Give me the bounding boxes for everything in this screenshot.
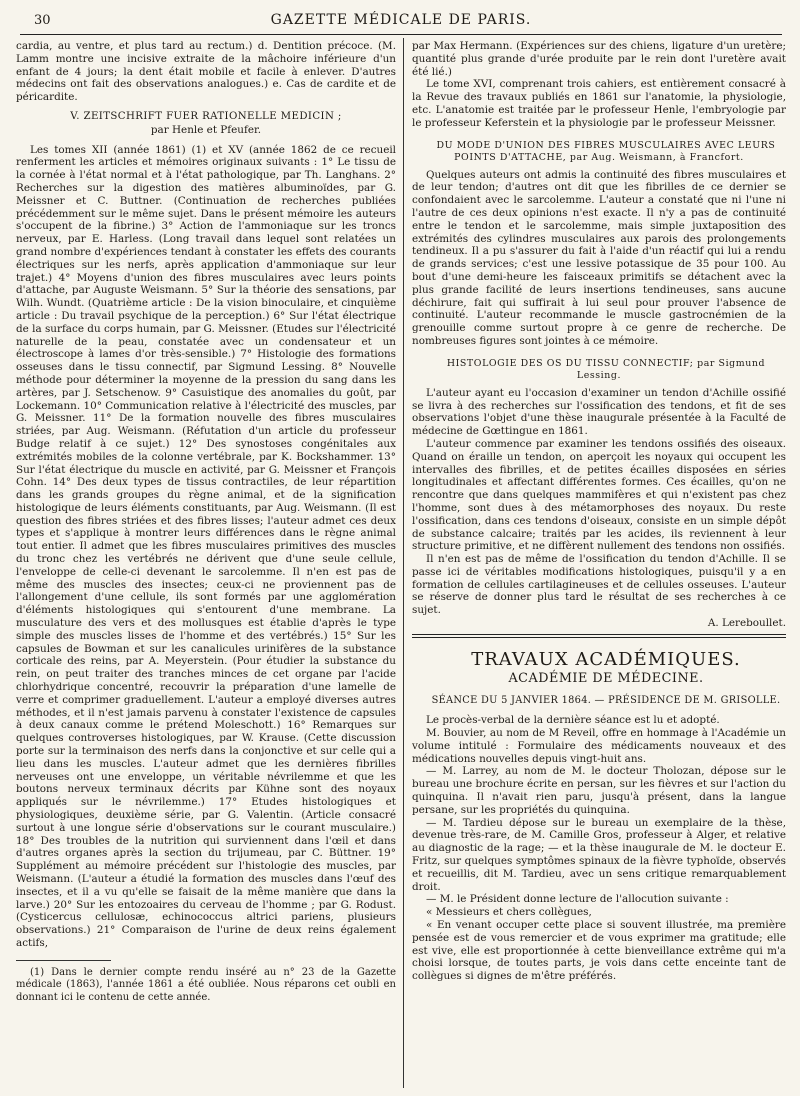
article-paragraph: L'auteur ayant eu l'occasion d'examiner un tendon d'Achille ossifié se livra à des recherches sur l'ossification des tendons, et fit de ses observations l'objet d'une thèse inaugurale présentée à la Faculté de médecine de Gœttingue en 1861. <box>412 386 786 438</box>
page-header <box>20 8 782 35</box>
allocution-paragraph: « En venant occuper cette place si souvent illustrée, ma première pensée est de vous remercier et de vous exprimer ma gratitude; elle est vive, elle est proportionnée à cette bienveillance extrême qui m'a choisi lorsque, de toutes parts, je vois dans cette enceinte tant de collègues si dignes de m'être préférés. <box>412 919 786 983</box>
left-column <box>16 40 396 1086</box>
signature: A. Lereboullet. <box>707 617 786 630</box>
travaux-title: TRAVAUX ACADÉMIQUES. <box>471 648 741 670</box>
larrey-paragraph: — M. Larrey, au nom de M. le docteur Tholozan, dépose sur le bureau une brochure écrite en persan, sur les fièvres et sur l'action du quinquina. Il n'avait rien paru, jusqu'à présent, dans la langue persane, sur les propriétés du quinquina. <box>412 765 786 816</box>
article-paragraph: Il n'en est pas de même de l'ossification du tendon d'Achille. Il se passe ici de véritables modifications histologiques, puisqu'il y a en formation de cellules cartilagineuses et de cellules osseuses. L'auteur se réserve de donner plus tard le résultat de ses recherches à ce sujet. <box>412 553 786 617</box>
column-divider <box>403 38 404 1088</box>
continuation-paragraph-right: par Max Hermann. (Expériences sur des chiens, ligature d'un uretère; quantité plus grande d'urée produite par le rein dont l'uretère avait été lié.) <box>412 40 786 78</box>
zeitschrift-contents-paragraph: Les tomes XII (année 1861) (1) et XV (année 1862 de ce recueil renferment les articles et mémoires originaux suivants : 1° Le tissu de la cornée à l'état normal et à l'état pathologique, par Th. Langhans. 2° Recherches sur la digestion des matières albuminoïdes, par G. Meissner et C. Buttner. (Continuation de recherches publiées précédemment sur le même sujet. Dans le présent mémoire les auteurs s'occupent de la fibrine.) 3° Action de l'ammoniaque sur les troncs nerveux, par E. Harless. (Long travail dans lequel sont relatées un grand nombre d'expériences tendant à constater les effets des courants électriques sur les nerfs, après application d'ammoniaque sur leur trajet.) 4° Moyens d'union des fibres musculaires avec leurs points d'attache, par Auguste Weismann. 5° Sur la théorie des sensations, par Wilh. Wundt. (Quatrième article : De la vision binoculaire, et cinquième article : Du travail psychique de la perception.) 6° Sur l'état électrique de la surface du corps humain, par G. Meissner. (Etudes sur l'électricité naturelle de la peau, constatée avec un condensateur et un électroscope à lames d'or très-sensible.) 7° Histologie des formations osseuses dans le tissu connectif, par Sigmund Lessing. 8° Nouvelle méthode pour déterminer la moyenne de la pression du sang dans les artères, par J. Setschenow. 9° Casuistique des anomalies du goût, par Lockemann. 10° Communication relative à l'électricité des muscles, par G. Meissner. 11° De la formation nouvelle des fibres musculaires striées, par Aug. Weismann. (Réfutation d'un article du professeur Budge relatif à ce sujet.) 12° Des synostoses congénitales aux extrémités mobiles de la colonne vertébrale, par K. Bockshammer. 13° Sur l'état électrique du muscle en activité, par G. Meissner et François Cohn. 14° Des deux types de tissus contractiles, de leur répartition dans les grands groupes du règne animal, et de la signification histologique de leurs éléments constituants, par Aug. Weismann. (Il est question des fibres striées et des fibres lisses; l'auteur admet ces deux types et s'applique à montrer leurs différences dans le règne animal tout entier. Il admet que les fibres musculaires primitives des muscles du tronc chez les vertébrés ne dérivent que d'une seule cellule, l'enveloppe de celle-ci devenant le sarcolemme. Il n'en est pas de même des muscles des insectes; ceux-ci ne proviennent pas de l'allongement d'une cellule, ils sont formés par une agglomération d'éléments histologiques qui s'entourent d'une membrane. La musculature des vers et des mollusques est établie d'après le type simple des muscles lisses de l'homme et des vertébrés.) 15° Sur les capsules de Bowman et sur les canalicules urinifères de la substance corticale des reins, par A. Meyerstein. (Pour étudier la substance du rein, on peut traiter des tranches minces de cet organe par l'acide chlorhydrique concentré, recouvrir la préparation d'une lamelle de verre et comprimer graduellement. L'auteur a employé diverses autres méthodes, et il n'est jamais parvenu à constater l'existence de capsules à deux canaux comme le prétend Moleschott.) 16° Remarques sur quelques controverses histologiques, par W. Krause. (Cette discussion porte sur la terminaison des nerfs dans la conjonctive et sur celle qui a lieu dans les muscles. L'auteur admet que les dernières fibrilles nerveuses ont une enveloppe, un véritable névrilemme et que les boutons nerveux terminaux décrits par Kühne sont des noyaux appliqués sur le névrilemme.) 17° Etudes histologiques et physiologiques, deuxième série, par G. Valentin. (Article consacré surtout à une longue série d'observations sur le courant musculaire.) 18° Des troubles de la nutrition qui surviennent dans l'œil et dans d'autres organes après la section du trijumeau, par C. Büttner. 19° Supplément au mémoire précédent sur l'histologie des muscles, par Weismann. (L'auteur a étudié la formation des muscles dans l'œuf des insectes, et il a vu qu'elle se faisait de la même manière que dans la larve.) 20° Sur les entozoaires du cerveau de l'homme ; par G. Rodust. (Cysticercus cellulosæ, echinococcus altrici pariens, plusieurs observations.) 21° Comparaison de l'urine de deux reins également actifs, <box>16 143 396 949</box>
section-subtitle: par Henle et Pfeufer. <box>150 123 262 136</box>
page-number: 30 <box>34 13 51 28</box>
president-paragraph: — M. le Président donne lecture de l'allocution suivante : <box>426 893 729 906</box>
tome-xvi-paragraph: Le tome XVI, comprenant trois cahiers, est entièrement consacré à la Revue des travaux publiés en 1861 sur l'anatomie, la physiologie, etc. L'anatomie est traitée par le professeur Henle, l'embryologie par le professeur Keferstein et la physiologie par le professeur Meissner. <box>412 78 786 129</box>
footnote: (1) Dans le dernier compte rendu inséré au n° 23 de la Gazette médicale (1863), l'année 1861 a été oubliée. Nous réparons cet oubli en donnant ici le contenu de cette année. <box>16 966 396 1003</box>
article-title-weismann: DU MODE D'UNION DES FIBRES MUSCULAIRES AVEC LEURS POINTS D'ATTACHE, par Aug. Weismann, à Francfort. <box>436 139 776 164</box>
section-separator <box>412 634 786 638</box>
article-title-lessing: HISTOLOGIE DES OS DU TISSU CONNECTIF; par Sigmund Lessing. <box>446 357 766 382</box>
tardieu-paragraph: — M. Tardieu dépose sur le bureau un exemplaire de la thèse, devenue très-rare, de M. Camille Gros, professeur à Alger, et relative au diagnostic de la rage; — et la thèse inaugurale de M. le docteur E. Fritz, sur quelques symptômes spinaux de la fièvre typhoïde, observés et recueillis, dit M. Tardieu, avec un sens critique remarquablement droit. <box>412 816 786 893</box>
continuation-paragraph: cardia, au ventre, et plus tard au rectum.) d. Dentition précoce. (M. Lamm montre une incisive extraite de la mâchoire inférieure d'un enfant de 4 jours; la dent était mobile et facile à enlever. D'autres médecins ont fait des observations analogues.) e. Cas de cardite et de péricardite. <box>16 40 396 104</box>
bouvier-paragraph: M. Bouvier, au nom de M Reveil, offre en hommage à l'Académie un volume intitulé : Formulaire des médicaments nouveaux et des médications nouvelles depuis vingt-huit ans. <box>412 727 786 765</box>
right-column <box>412 40 786 1086</box>
article-body-weismann: Quelques auteurs ont admis la continuité des fibres musculaires et de leur tendon; d'autres ont dit que les fibrilles de ce dernier se confondaient avec le sarcolemme. L'auteur a constaté que ni l'une ni l'autre de ces deux opinions n'est exacte. Il n'y a pas de continuité entre le tendon et le sarcolemme, mais simple juxtaposition des extrémités des cylindres musculaires aux parois des prolongements tendineux. Il a pu s'assurer du fait à l'aide d'un réactif qui lui a rendu de grands services; c'est une lessive potassique de 35 pour 100. Au bout d'une demi-heure les faisceaux primitifs se détachent avec la plus grande facilité de leurs insertions tendineuses, sans aucune déchirure, fait qui suffirait à lui seul pour prouver l'absence de continuité. L'auteur recommande le muscle gastrocnémien de la grenouille comme surtout propre à ce genre de recherche. De nombreuses figures sont jointes à ce mémoire. <box>412 168 786 347</box>
proces-verbal-paragraph: Le procès-verbal de la dernière séance est lu et adopté. <box>426 714 720 727</box>
section-title: V. ZEITSCHRIFT FUER RATIONELLE MEDICIN ; <box>70 110 342 122</box>
seance-title: SÉANCE DU 5 JANVIER 1864. — PRÉSIDENCE DE M. GRISOLLE. <box>431 695 781 707</box>
footnote-rule <box>16 960 111 961</box>
academie-title: ACADÉMIE DE MÉDECINE. <box>508 670 704 686</box>
journal-title: GAZETTE MÉDICALE DE PARIS. <box>270 12 532 28</box>
salutation: « Messieurs et chers collègues, <box>426 906 592 919</box>
article-paragraph: L'auteur commence par examiner les tendons ossifiés des oiseaux. Quand on éraille un tendon, on aperçoit les noyaux qui occupent les intervalles des fibrilles, et de petites écailles disposées en séries longitudinales et affectant différentes formes. Ces écailles, qu'on ne rencontre que dans quelques mammifères et qui n'existent pas chez l'homme, sont dues à des métamorphoses des noyaux. Du reste l'ossification, dans ces tendons d'oiseaux, consiste en un simple dépôt de substance calcaire; traités par les acides, ils reviennent à leur structure primitive, et ne diffèrent nullement des tendons non ossifiés. <box>412 437 786 553</box>
